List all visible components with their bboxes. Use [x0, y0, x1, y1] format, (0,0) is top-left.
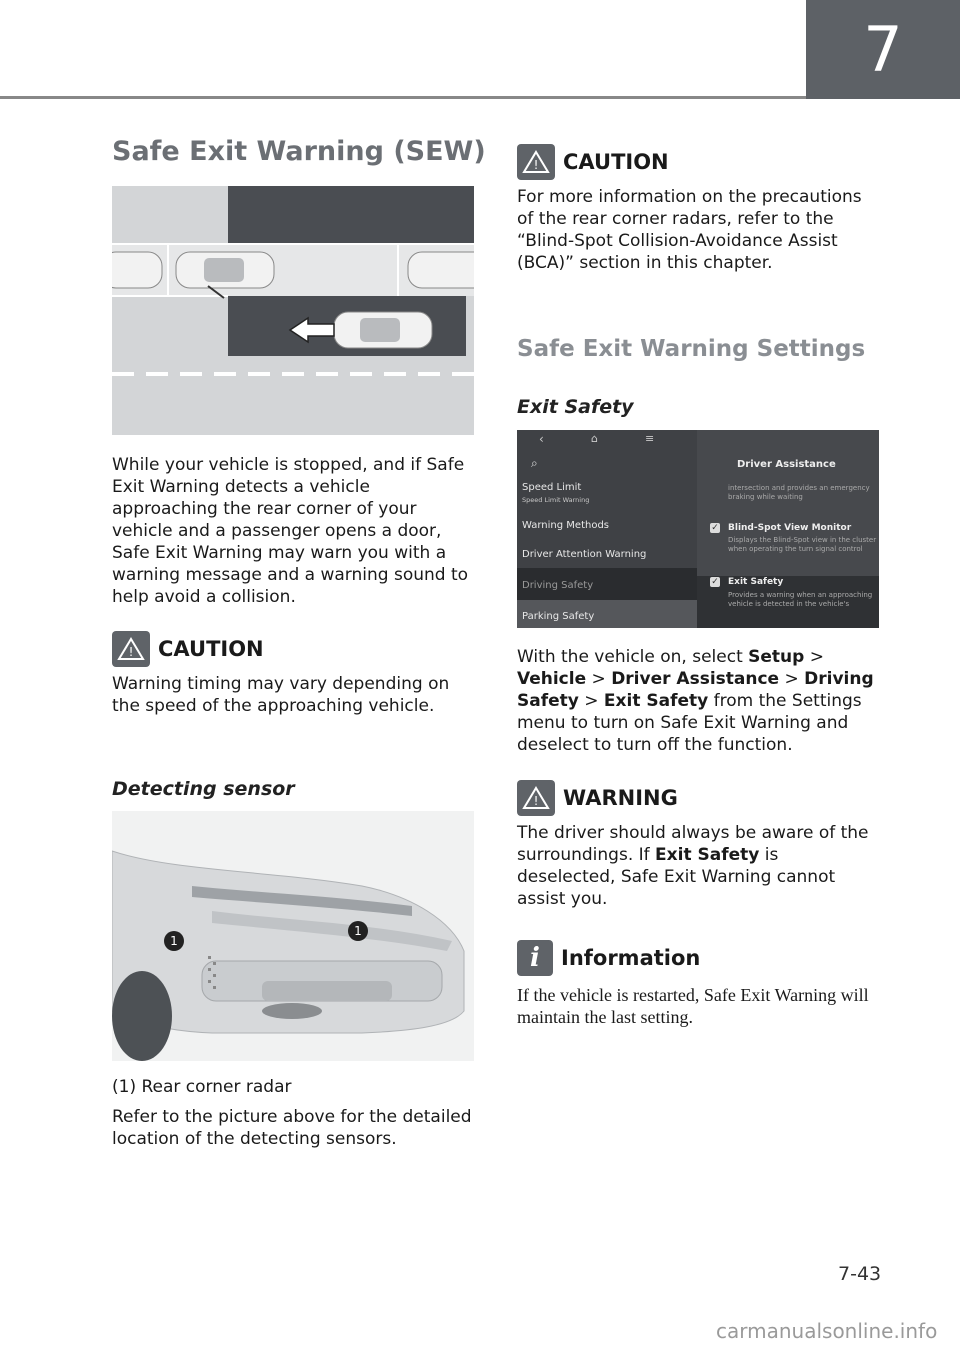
- instr-sep: >: [779, 669, 805, 689]
- bsvm-label: Blind-Spot View Monitor: [728, 523, 852, 533]
- radar-caption: (1) Rear corner radar: [112, 1077, 292, 1097]
- svg-text:!: !: [533, 794, 539, 808]
- warning-text: [517, 822, 879, 910]
- bsvm-desc: Displays the Blind-Spot view in the cluster when operating the turn signal control: [728, 536, 877, 553]
- intro-paragraph: While your vehicle is stopped, and if Safe Exit Warning detects a vehicle approaching the rear corner of your vehicle and a passenger opens a door, Safe Exit Warning may warn you with a warning message and a warning sound to help avoid a collision.: [112, 455, 469, 607]
- warning-triangle-icon: [112, 631, 150, 667]
- caution-callout-right: [517, 144, 669, 180]
- menu-item-driving-safety: Driving Safety: [522, 580, 594, 591]
- caution-label: CAUTION: [563, 150, 669, 174]
- sew-illustration: [112, 186, 474, 435]
- caution-text-right: For more information on the precautions of the rear corner radars, refer to the “Blind-Spot Collision-Avoidance Assist (BCA)” section in this chapter.: [517, 187, 862, 273]
- checkbox-exit-safety-icon: ✓: [711, 577, 719, 587]
- radar-note: Refer to the picture above for the detailed location of the detecting sensors.: [112, 1107, 472, 1149]
- settings-section-title: Safe Exit Warning Settings: [517, 336, 866, 362]
- radar-marker-left: [164, 931, 184, 951]
- warning-triangle-icon: [517, 144, 555, 180]
- checkbox-bsvm-icon: ✓: [711, 523, 719, 533]
- radar-marker-right: [348, 921, 368, 941]
- radar-marker-left-label: 1: [170, 934, 178, 948]
- menu-item-driver-attention: Driver Attention Warning: [522, 549, 647, 560]
- search-icon: ⌕: [531, 456, 538, 470]
- instructions-paragraph: [517, 646, 879, 756]
- menu-item-parking-safety: Parking Safety: [522, 611, 595, 622]
- caution-callout-left: [112, 631, 264, 667]
- instr-sep: >: [586, 669, 612, 689]
- header-rule: [0, 96, 806, 99]
- information-label: Information: [561, 946, 701, 970]
- information-text: If the vehicle is restarted, Safe Exit Warning will maintain the last setting.: [517, 985, 869, 1027]
- exit-safety-heading: Exit Safety: [517, 396, 634, 418]
- instr-text: With the vehicle on, select: [517, 647, 749, 667]
- settings-left-panel: [517, 430, 697, 628]
- instr-sep: >: [804, 647, 824, 667]
- menu-item-speed-limit: Speed Limit: [522, 482, 582, 493]
- warning-label: WARNING: [563, 786, 678, 810]
- warning-callout: [517, 780, 678, 816]
- home-icon: ⌂: [591, 432, 598, 445]
- instr-exit-safety: Exit Safety: [603, 691, 709, 711]
- instr-setup: Setup: [748, 647, 805, 667]
- exit-safety-desc: Provides a warning when an approaching vehicle is detected in the vehicle's: [728, 591, 873, 608]
- instr-vehicle: Vehicle: [517, 669, 587, 689]
- back-arrow-icon: ‹: [539, 432, 544, 446]
- warning-exit-safety: Exit Safety: [655, 845, 760, 865]
- settings-screen: [517, 430, 879, 628]
- detecting-sensor-heading: Detecting sensor: [112, 778, 295, 800]
- menu-sub-speed-limit-warning: Speed Limit Warning: [522, 496, 590, 504]
- caution-text-left: Warning timing may vary depending on the speed of the approaching vehicle.: [112, 674, 450, 716]
- car-rear-illustration: [112, 811, 474, 1061]
- info-icon: i: [517, 940, 553, 976]
- instr-sep: >: [578, 691, 604, 711]
- menu-item-warning-methods: Warning Methods: [522, 520, 610, 531]
- svg-text:!: !: [128, 645, 134, 659]
- menu-icon: ≡: [645, 432, 655, 445]
- instr-driver-assistance: Driver Assistance: [611, 669, 780, 689]
- instr-driving-safety: Driving Safety: [517, 669, 874, 711]
- chapter-tab: 7: [806, 0, 960, 99]
- warning-text-start: The driver should always be aware of the surroundings. If: [517, 823, 869, 865]
- page-title: Safe Exit Warning (SEW): [112, 136, 486, 167]
- instr-text-end: from the Settings menu to turn on Safe Exit Warning and deselect to turn off the function.: [517, 691, 862, 755]
- panel-title: Driver Assistance: [737, 459, 836, 470]
- exit-safety-label: Exit Safety: [728, 577, 784, 587]
- watermark: carmanualsonline.info: [716, 1319, 938, 1343]
- radar-marker-right-label: 1: [354, 924, 362, 938]
- warning-triangle-icon: [517, 780, 555, 816]
- svg-text:!: !: [533, 158, 539, 172]
- information-callout: [517, 940, 700, 976]
- caution-label: CAUTION: [158, 637, 264, 661]
- page-number: 7-43: [838, 1263, 882, 1285]
- panel-top-desc: intersection and provides an emergency braking while waiting: [728, 484, 870, 501]
- warning-text-end: is deselected, Safe Exit Warning cannot assist you.: [517, 845, 836, 909]
